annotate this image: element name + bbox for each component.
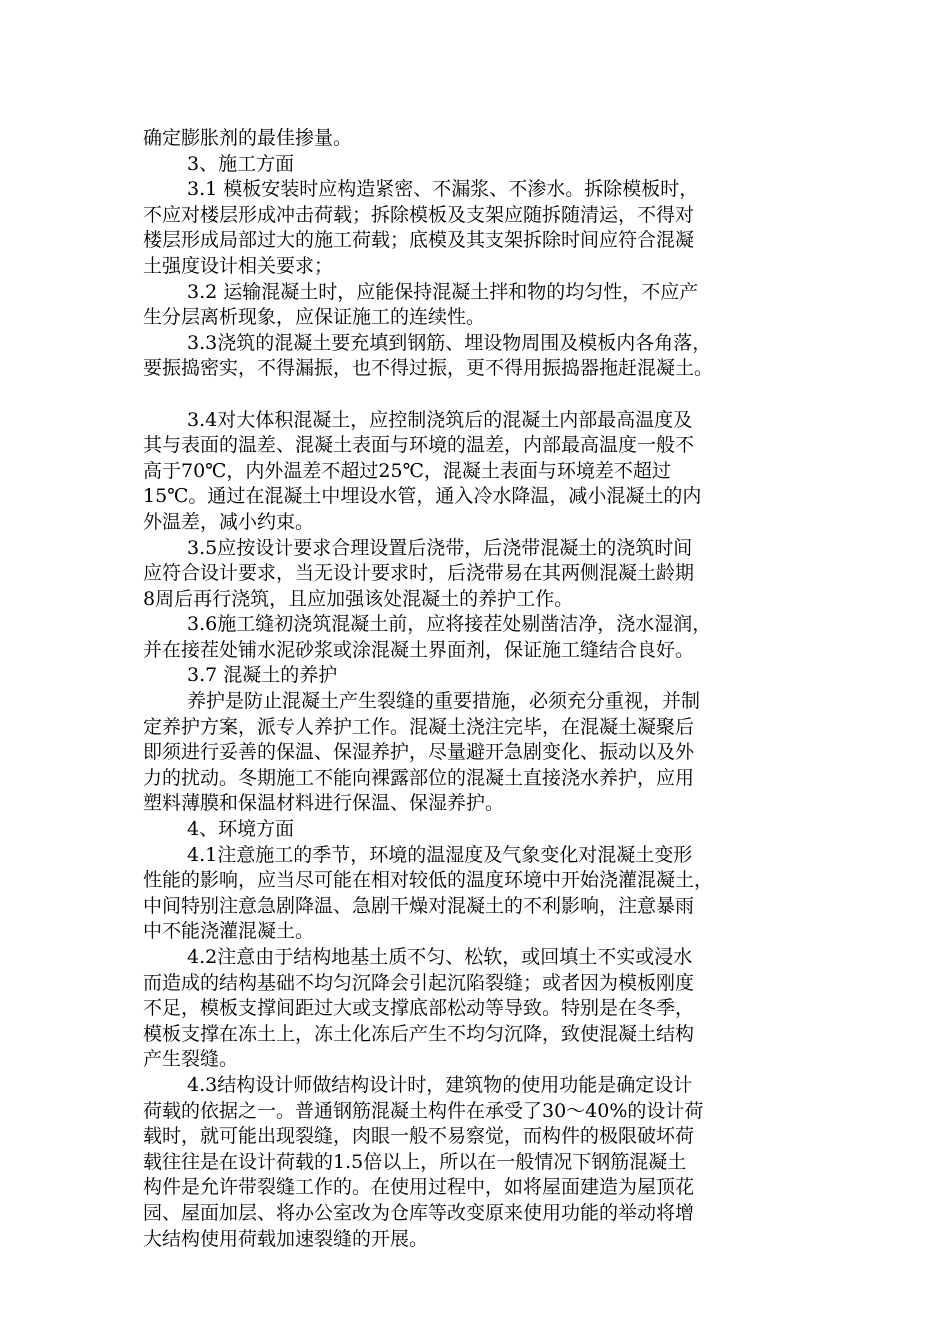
text-line: 载往往是在设计荷载的1.5倍以上，所以在一般情况下钢筋混凝土	[143, 1150, 687, 1173]
text-line: 4、环境方面	[187, 818, 295, 841]
text-line: 3、施工方面	[187, 152, 295, 175]
text-line: 并在接茬处铺水泥砂浆或涂混凝土界面剂，保证施工缝结合良好。	[143, 638, 695, 661]
text-line: 不应对楼层形成冲击荷载；拆除模板及支架应随拆随清运，不得对	[143, 203, 695, 226]
text-line: 3.3浇筑的混凝土要充填到钢筋、埋设物周围及模板内各角落，	[187, 331, 712, 354]
text-line: 8周后再行浇筑，且应加强该处混凝土的养护工作。	[143, 587, 574, 610]
text-line: 力的扰动。冬期施工不能向裸露部位的混凝土直接浇水养护，应用	[143, 766, 695, 789]
text-line: 4.3结构设计师做结构设计时，建筑物的使用功能是确定设计	[187, 1073, 693, 1096]
text-line: 园、屋面加层、将办公室改为仓库等改变原来使用功能的举动将增	[143, 1201, 695, 1224]
blank-line	[143, 382, 811, 408]
text-line: 中间特别注意急剧降温、急剧干燥对混凝土的不利影响，注意暴雨	[143, 894, 695, 917]
text-line: 荷载的依据之一。普通钢筋混凝土构件在承受了30～40%的设计荷	[143, 1099, 704, 1122]
text-line: 土强度设计相关要求；	[143, 254, 334, 277]
text-line: 生分层离析现象，应保证施工的连续性。	[143, 306, 486, 329]
text-line: 构件是允许带裂缝工作的。在使用过程中，如将屋面建造为屋顶花	[143, 1176, 695, 1199]
text-line: 3.1 模板安装时应构造紧密、不漏浆、不渗水。拆除模板时，	[187, 178, 699, 201]
text-line: 3.6施工缝初浇筑混凝土前，应将接茬处剔凿洁净，浇水湿润，	[187, 613, 712, 636]
text-line: 高于70℃，内外温差不超过25℃，混凝土表面与环境差不超过	[143, 459, 671, 482]
text-line: 要振捣密实，不得漏振，也不得过振，更不得用振捣器拖赶混凝土。	[143, 357, 714, 380]
text-line: 15℃。通过在混凝土中埋设水管，通入冷水降温，减小混凝土的内	[143, 485, 702, 508]
text-line: 3.5应按设计要求合理设置后浇带，后浇带混凝土的浇筑时间	[187, 536, 693, 559]
text-line: 3.4对大体积混凝土，应控制浇筑后的混凝土内部最高温度及	[187, 408, 693, 431]
text-line: 4.2注意由于结构地基土质不匀、松软，或回填土不实或浸水	[187, 946, 693, 968]
text-line: 模板支撑在冻土上，冻土化冻后产生不均匀沉降，致使混凝土结构	[143, 1022, 695, 1045]
text-line: 不足，模板支撑间距过大或支撑底部松动等导致。特别是在冬季，	[143, 997, 695, 1020]
text-line: 产生裂缝。	[143, 1048, 239, 1071]
text-line: 楼层形成局部过大的施工荷载；底模及其支架拆除时间应符合混凝	[143, 229, 695, 252]
text-line: 塑料薄膜和保温材料进行保温、保湿养护。	[143, 792, 505, 815]
text-line: 中不能浇灌混凝土。	[143, 920, 315, 943]
text-line: 3.2 运输混凝土时，应能保持混凝土拌和物的均匀性，不应产	[187, 280, 699, 303]
text-line: 性能的影响，应当尽可能在相对较低的温度环境中开始浇灌混凝土，	[143, 869, 714, 892]
text-line: 而造成的结构基础不均匀沉降会引起沉陷裂缝；或者因为模板刚度	[143, 971, 695, 994]
text-line: 确定膨胀剂的最佳掺量。	[143, 127, 353, 149]
text-line: 其与表面的温差、混凝土表面与环境的温差，内部最高温度一般不	[143, 434, 695, 457]
text-line: 载时，就可能出现裂缝，肉眼一般不易察觉，而构件的极限破坏荷	[143, 1125, 695, 1148]
text-line: 大结构使用荷载加速裂缝的开展。	[143, 1227, 429, 1250]
text-line: 3.7 混凝土的养护	[187, 664, 338, 687]
text-line: 4.1注意施工的季节，环境的温湿度及气象变化对混凝土变形	[187, 843, 693, 866]
text-line: 定养护方案，派专人养护工作。混凝土浇注完毕，在混凝土凝聚后	[143, 715, 695, 738]
text-line: 应符合设计要求，当无设计要求时，后浇带易在其两侧混凝土龄期	[143, 562, 695, 585]
text-line: 即须进行妥善的保温、保湿养护，尽量避开急剧变化、振动以及外	[143, 741, 695, 764]
text-line: 养护是防止混凝土产生裂缝的重要措施，必须充分重视，并制	[187, 690, 701, 713]
text-line: 外温差，减小约束。	[143, 510, 315, 533]
document-body	[143, 126, 811, 1252]
